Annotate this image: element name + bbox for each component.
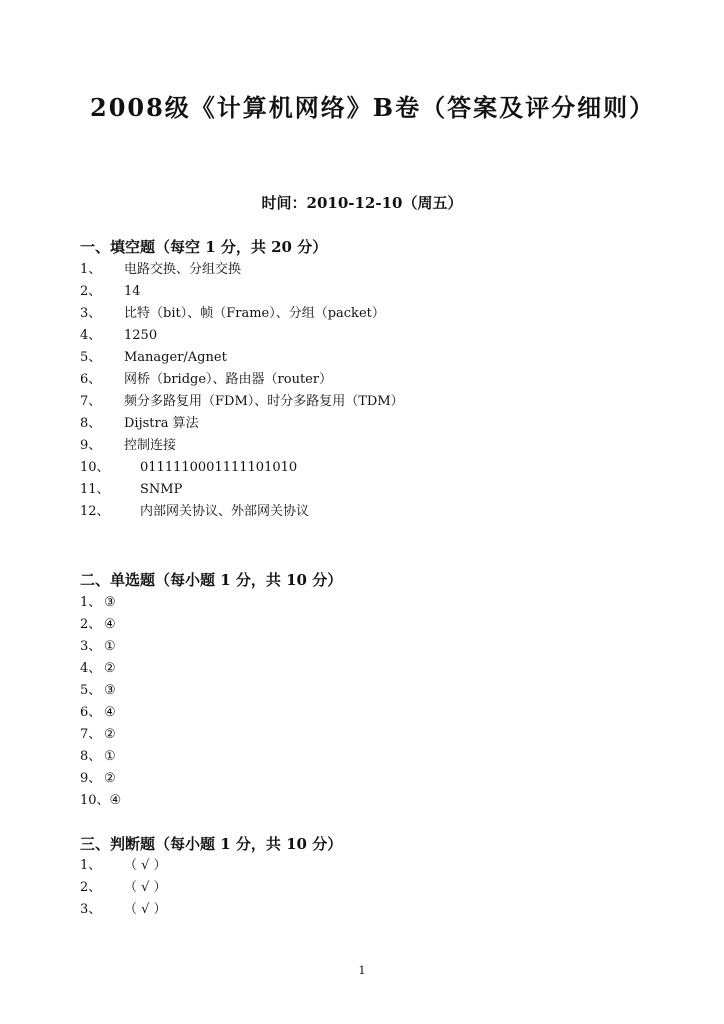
section-heading-fill-in: 一、填空题（每空 1 分，共 20 分） — [80, 238, 328, 256]
item-answer: （ √ ） — [124, 902, 167, 917]
item-answer: 频分多路复用（FDM）、时分多路复用（TDM） — [124, 394, 404, 409]
item-answer: 网桥（bridge）、路由器（router） — [124, 372, 333, 387]
item-number: 7、 — [80, 727, 102, 742]
item-number: 5、 — [80, 683, 102, 698]
fill-in-answer-list — [80, 259, 404, 523]
item-number: 6、 — [80, 705, 102, 720]
item-answer: ① — [104, 749, 116, 764]
list-item — [80, 658, 121, 680]
item-number: 9、 — [80, 771, 102, 786]
list-item — [80, 281, 404, 303]
single-choice-answer-list — [80, 592, 121, 812]
list-item — [80, 369, 404, 391]
item-number: 2、 — [80, 880, 102, 895]
true-false-answer-list — [80, 855, 167, 921]
page-number: 1 — [358, 964, 366, 977]
list-item — [80, 614, 121, 636]
item-answer: ② — [104, 727, 116, 742]
list-item — [80, 391, 404, 413]
list-item — [80, 724, 121, 746]
list-item — [80, 702, 121, 724]
list-item — [80, 479, 404, 501]
item-answer: （ √ ） — [124, 880, 167, 895]
item-number: 5、 — [80, 350, 102, 365]
item-number: 6、 — [80, 372, 102, 387]
item-number: 10、 — [80, 460, 110, 475]
list-item — [80, 435, 404, 457]
item-answer: 控制连接 — [124, 438, 177, 453]
list-item — [80, 592, 121, 614]
item-number: 8、 — [80, 416, 102, 431]
item-answer: 14 — [124, 284, 141, 299]
item-number: 4、 — [80, 661, 102, 676]
item-answer: SNMP — [140, 482, 183, 497]
item-number: 1、 — [80, 858, 102, 873]
list-item — [80, 636, 121, 658]
item-number: 1、 — [80, 595, 102, 610]
list-item — [80, 680, 121, 702]
list-item — [80, 790, 121, 812]
list-item — [80, 768, 121, 790]
item-answer: 内部网关协议、外部网关协议 — [140, 504, 310, 519]
list-item — [80, 303, 404, 325]
item-number: 2、 — [80, 617, 102, 632]
section-heading-single-choice: 二、单选题（每小题 1 分，共 10 分） — [80, 571, 343, 589]
item-answer: 0111110001111101010 — [140, 460, 298, 475]
list-item — [80, 746, 121, 768]
item-number: 3、 — [80, 639, 102, 654]
item-answer: ④ — [104, 705, 116, 720]
document-title: 2008级《计算机网络》B卷（答案及评分细则） — [90, 93, 656, 122]
list-item — [80, 413, 404, 435]
list-item — [80, 347, 404, 369]
item-answer: ④ — [109, 793, 122, 808]
item-number: 1、 — [80, 262, 102, 277]
item-answer: ② — [104, 771, 116, 786]
list-item — [80, 259, 404, 281]
item-answer: 比特（bit）、帧（Frame）、分组（packet） — [124, 306, 385, 321]
list-item — [80, 899, 167, 921]
item-answer: ① — [104, 639, 116, 654]
item-answer: ④ — [104, 617, 116, 632]
item-answer: Manager/Agnet — [124, 350, 227, 365]
list-item — [80, 325, 404, 347]
item-number: 3、 — [80, 306, 102, 321]
item-number: 2、 — [80, 284, 102, 299]
item-answer: 电路交换、分组交换 — [124, 262, 242, 277]
item-answer: ② — [104, 661, 116, 676]
item-answer: 1250 — [124, 328, 158, 343]
list-item — [80, 501, 404, 523]
item-number: 8、 — [80, 749, 102, 764]
item-number: 11、 — [80, 482, 110, 497]
item-number: 3、 — [80, 902, 102, 917]
item-answer: （ √ ） — [124, 858, 167, 873]
list-item — [80, 877, 167, 899]
item-answer: ③ — [104, 595, 116, 610]
list-item — [80, 855, 167, 877]
item-number: 4、 — [80, 328, 102, 343]
item-number: 9、 — [80, 438, 102, 453]
item-number: 7、 — [80, 394, 102, 409]
item-answer: Dijstra 算法 — [124, 416, 199, 431]
section-heading-true-false: 三、判断题（每小题 1 分，共 10 分） — [80, 835, 343, 853]
list-item — [80, 457, 404, 479]
item-number: 12、 — [80, 504, 110, 519]
item-answer: ③ — [104, 683, 116, 698]
item-number: 10、 — [80, 793, 110, 808]
exam-time: 时间：2010-12-10（周五） — [261, 194, 463, 212]
